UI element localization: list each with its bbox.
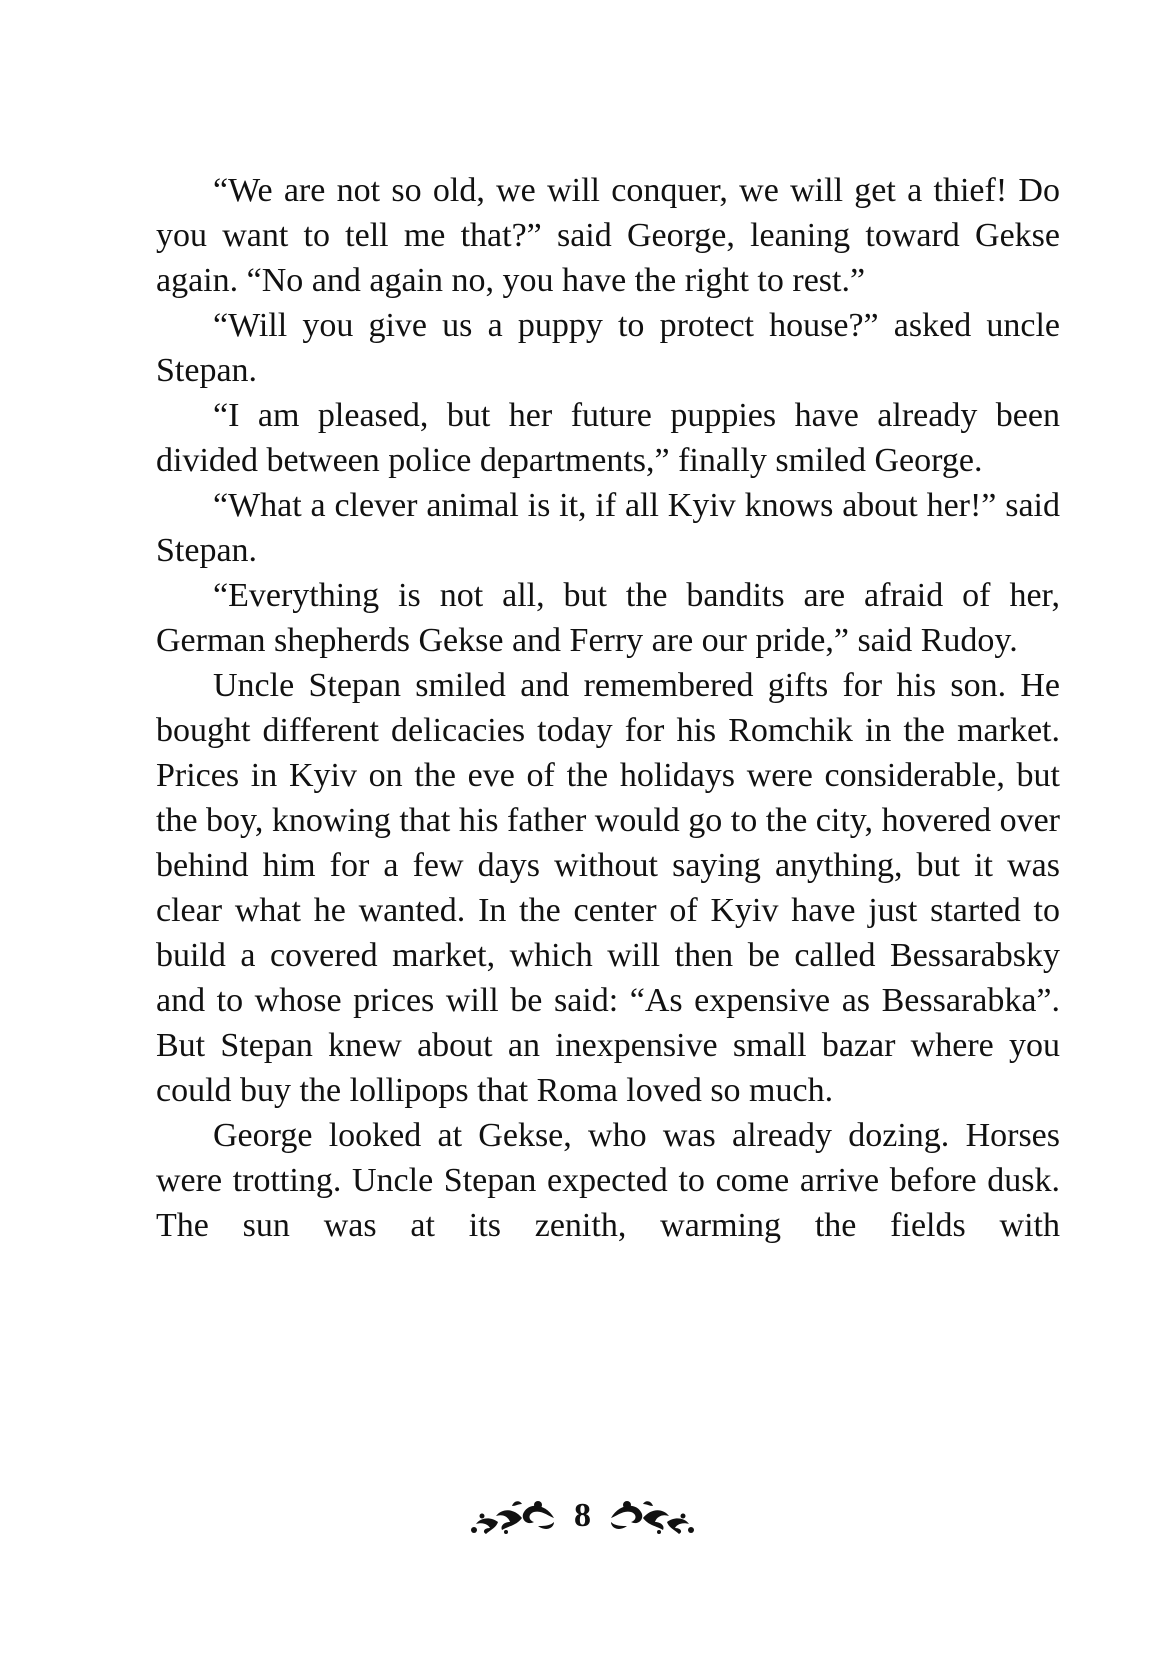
- page-number: 8: [574, 1497, 591, 1534]
- paragraph: “I am pleased, but her future puppies have already been divided between police departments,” finally smiled George.: [156, 397, 1060, 479]
- page-footer: [0, 1488, 1165, 1544]
- floral-ornament-right-icon: [609, 1496, 697, 1536]
- paragraph: “Will you give us a puppy to protect house?” asked uncle Stepan.: [156, 307, 1060, 389]
- body-text: [156, 168, 1060, 1248]
- paragraph: “What a clever animal is it, if all Kyiv knows about her!” said Stepan.: [156, 487, 1060, 569]
- floral-ornament-left-icon: [468, 1496, 556, 1536]
- paragraph: Uncle Stepan smiled and remembered gifts for his son. He bought different delicacies today for his Romchik in the market. Prices in Kyiv on the eve of the holidays were considerable, but the boy, knowing that his father would go to the city, hovered over behind him for a few days without saying anything, but it was clear what he wanted. In the center of Kyiv have just started to build a covered market, which will then be called Bessarabsky and to whose prices will be said: “As expensive as Bessarabka”. But Stepan knew about an inexpensive small bazar where you could buy the lollipops that Roma loved so much.: [156, 667, 1060, 1109]
- paragraph: “Everything is not all, but the bandits are afraid of her, German shepherds Gekse and Ferry are our pride,” said Rudoy.: [156, 577, 1060, 659]
- paragraph: “We are not so old, we will conquer, we will get a thief! Do you want to tell me that?” said George, leaning toward Gekse again. “No and again no, you have the right to rest.”: [156, 172, 1060, 299]
- paragraph: George looked at Gekse, who was already dozing. Horses were trotting. Uncle Stepan expected to come arrive before dusk. The sun was at its zenith, warming the fields with: [156, 1117, 1060, 1244]
